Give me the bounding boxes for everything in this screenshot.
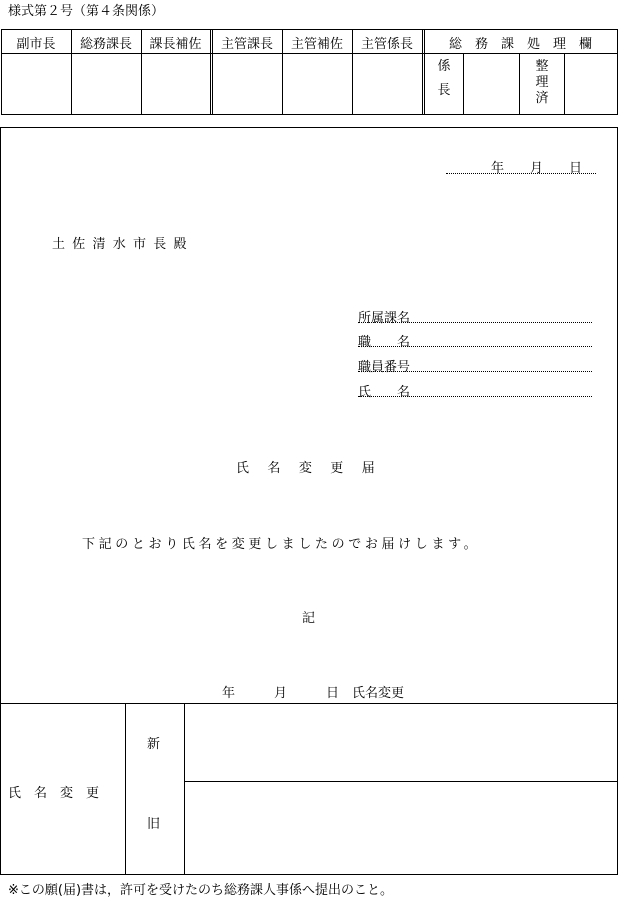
- col-header-assistant-chief: 課長補佐: [149, 37, 202, 52]
- field-position-line[interactable]: [358, 346, 592, 347]
- old-name-label: 旧: [147, 817, 161, 832]
- field-name-line[interactable]: [358, 396, 592, 397]
- col-header-deputy-mayor: 副市長: [16, 37, 56, 52]
- col-header-general-affairs-processing: 総 務 課 処 理 欄: [448, 37, 592, 52]
- change-date-line: 年 月 日 氏名変更: [222, 686, 405, 701]
- addressee: 土 佐 清 水 市 長 殿: [52, 237, 189, 252]
- col-header-dept-assistant: 主管補佐: [290, 37, 343, 52]
- col-header-dept-chief: 主管課長: [220, 37, 273, 52]
- field-department-line[interactable]: [358, 322, 592, 323]
- col-header-dept-section-chief: 主管係長: [360, 37, 413, 52]
- name-change-label: 氏 名 変 更: [8, 786, 100, 801]
- date-line: 年 月 日: [491, 161, 583, 176]
- footnote: ※この願(届)書は，許可を受けたのち総務課人事係へ提出のこと。: [8, 883, 394, 898]
- form-number: 様式第２号（第４条関係）: [8, 4, 165, 19]
- body-text: 下記のとおり氏名を変更しましたのでお届けします。: [82, 537, 481, 552]
- ki-label: 記: [302, 611, 316, 626]
- old-name-field[interactable]: [190, 786, 610, 870]
- field-employee-number-line[interactable]: [358, 371, 592, 372]
- col-header-general-affairs-chief: 総務課長: [79, 37, 132, 52]
- label-kakaricho: 係 長: [437, 59, 451, 98]
- field-department-label: 所属課名: [358, 311, 411, 326]
- new-name-label: 新: [147, 737, 161, 752]
- document-title: 氏 名 変 更 届: [236, 461, 382, 476]
- label-seiri-zumi: 整 理 済: [535, 59, 549, 106]
- new-name-field[interactable]: [190, 708, 610, 776]
- field-position-label: 職 名: [358, 335, 411, 350]
- field-name-label: 氏 名: [358, 385, 411, 400]
- field-employee-number-label: 職員番号: [358, 360, 411, 375]
